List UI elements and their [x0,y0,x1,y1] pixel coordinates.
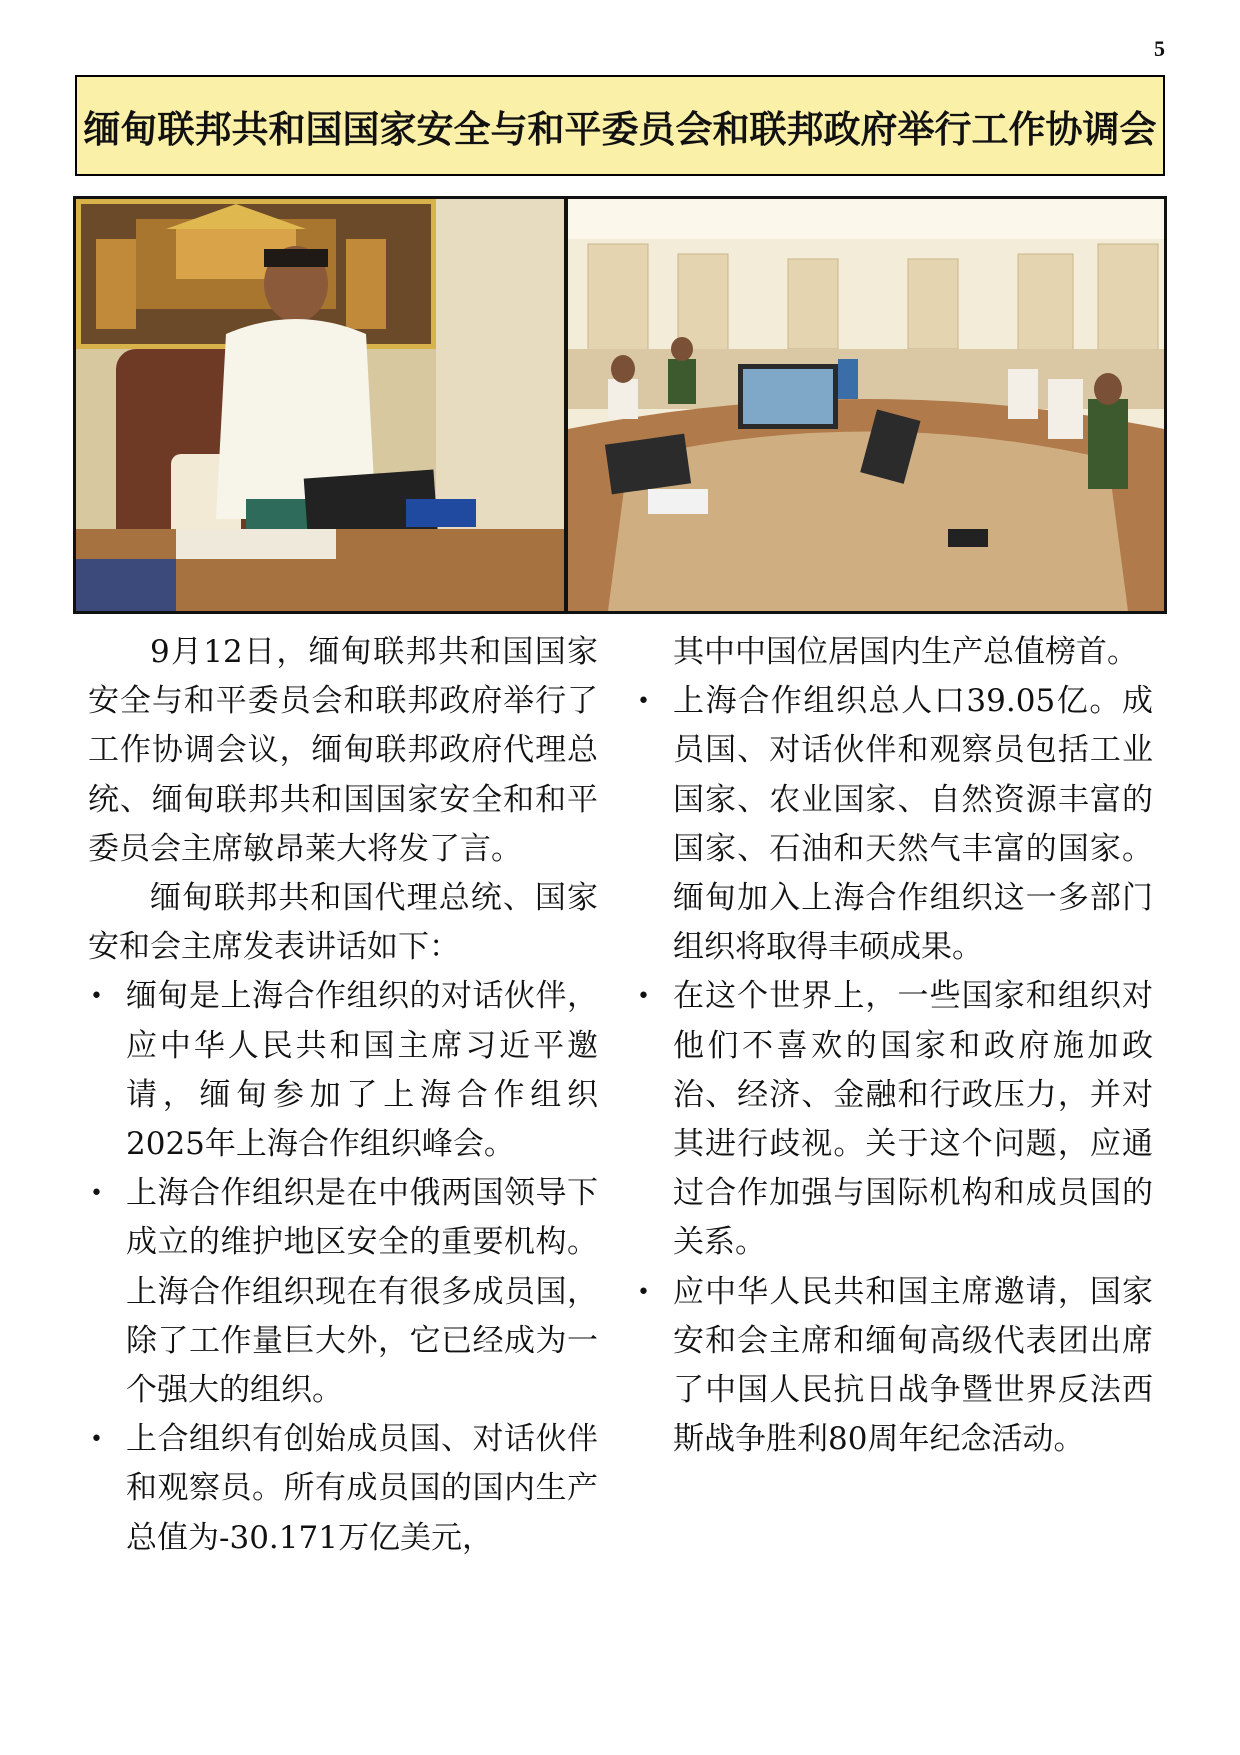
right-bullet-list [637,677,1153,1464]
list-item [637,677,1153,972]
list-item-text: 应中华人民共和国主席邀请，国家安和会主席和缅甸高级代表团出席了中国人民抗日战争暨世界反法西斯战争胜利80周年纪念活动。 [673,1273,1153,1458]
right-column [637,628,1153,1464]
list-item [88,1415,598,1563]
list-item [637,1268,1153,1465]
list-item-text: 上海合作组织是在中俄两国领导下成立的维护地区安全的重要机构。上海合作组织现在有很多成员国，除了工作量巨大外，它已经成为一个强大的组织。 [126,1175,598,1409]
headline-box [75,75,1165,176]
photo-speaker-at-podium [76,199,564,611]
bullet-icon: • [90,1181,103,1207]
list-item-text: 上合组织有创始成员国、对话伙伴和观察员。所有成员国的国内生产总值为-30.171万亿美元， [126,1421,598,1556]
list-item-text: 缅甸是上海合作组织的对话伙伴，应中华人民共和国主席习近平邀请，缅甸参加了上海合作组织2025年上海合作组织峰会。 [126,978,598,1163]
headline: 缅甸联邦共和国国家安全与和平委员会和联邦政府举行工作协调会 [83,107,1157,151]
bullet-icon: • [637,984,650,1010]
bullet-icon: • [90,1427,103,1453]
continuation-text: 其中中国位居国内生产总值榜首。 [673,634,1138,670]
bullet-icon: • [637,1279,650,1305]
bullet-icon: • [90,984,103,1010]
paragraph-1: 9月12日，缅甸联邦共和国国家安全与和平委员会和联邦政府举行了工作协调会议，缅甸联邦政府代理总统、缅甸联邦共和国国家安全和和平委员会主席敏昂莱大将发了言。 [88,634,598,867]
page-number: 5 [1154,36,1165,61]
list-item-text: 在这个世界上，一些国家和组织对他们不喜欢的国家和政府施加政治、经济、金融和行政压力，并对其进行歧视。关于这个问题，应通过合作加强与国际机构和成员国的关系。 [673,978,1153,1261]
photo-strip [73,196,1167,614]
list-item [88,1169,598,1415]
left-bullet-list [88,972,598,1562]
paragraph-2: 缅甸联邦共和国代理总统、国家安和会主席发表讲话如下： [88,880,598,966]
list-item [88,972,598,1169]
photo-meeting-room [568,199,1164,611]
left-column [88,628,598,1563]
list-item-text: 上海合作组织总人口39.05亿。成员国、对话伙伴和观察员包括工业国家、农业国家、自然资源丰富的国家、石油和天然气丰富的国家。缅甸加入上海合作组织这一多部门组织将取得丰硕成果。 [673,683,1153,966]
list-item [637,972,1153,1267]
speaker-photo-illustration [76,199,564,611]
bullet-icon: • [637,689,650,715]
meeting-room-illustration [568,199,1164,611]
